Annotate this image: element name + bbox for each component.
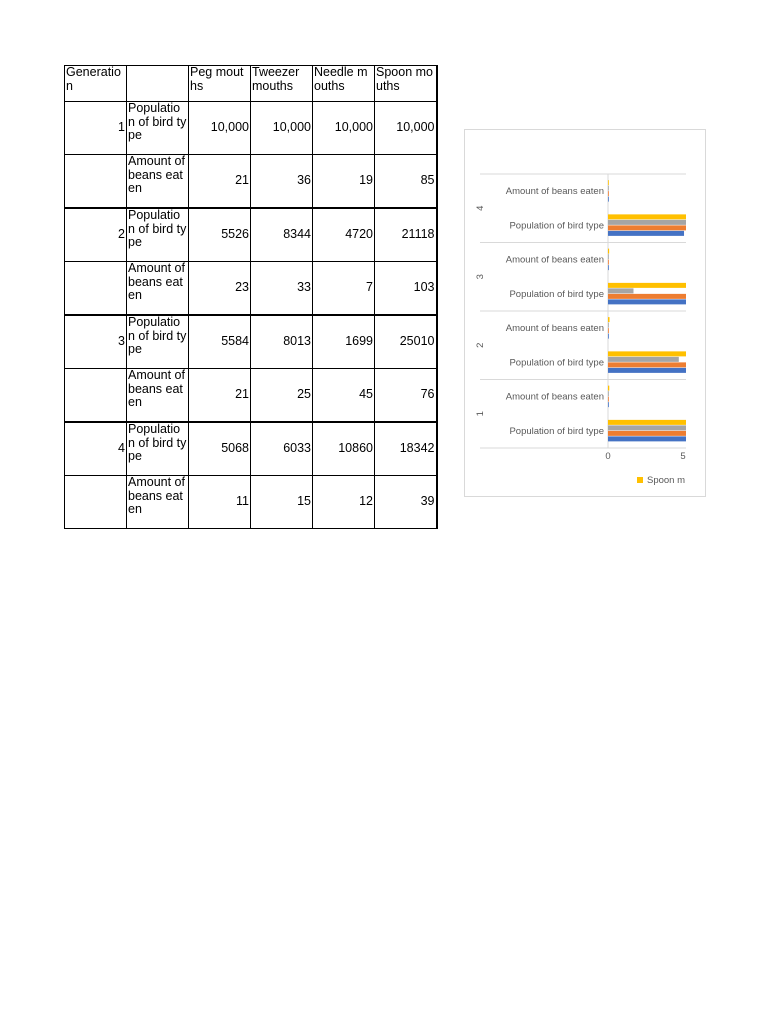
bar: [608, 294, 686, 299]
value-cell: 10,000: [313, 102, 375, 155]
bar: [608, 180, 609, 185]
value-cell: 23: [189, 262, 251, 316]
bar: [608, 357, 679, 362]
value-cell: 21: [189, 155, 251, 209]
category-axis-label: Amount of beans eaten: [505, 323, 604, 335]
table-row: [65, 208, 437, 262]
legend-swatch: [637, 477, 643, 483]
bar: [608, 323, 609, 328]
row-label-cell: Amount of beans eaten: [127, 369, 189, 423]
row-label-cell: Amount of beans eaten: [127, 262, 189, 316]
row-label-cell: Amount of beans eaten: [127, 155, 189, 209]
row-label-cell: Amount of beans eaten: [127, 476, 189, 529]
value-cell: 6033: [251, 422, 313, 476]
category-axis-label: Population of bird type: [509, 357, 604, 369]
generation-axis-label: 2: [475, 342, 486, 348]
generation-cell: 3: [65, 315, 127, 369]
legend-label: Spoon m: [647, 475, 686, 486]
value-cell: 4720: [313, 208, 375, 262]
bar: [608, 299, 686, 304]
value-cell: 25010: [375, 315, 437, 369]
value-cell: 5068: [189, 422, 251, 476]
bar: [608, 220, 686, 225]
category-axis-label: Amount of beans eaten: [505, 391, 604, 403]
generation-cell: [65, 369, 127, 423]
row-label-cell: Population of bird type: [127, 315, 189, 369]
header-cell: Tweezer mouths: [251, 66, 313, 102]
bar: [608, 254, 609, 259]
chart-clip: [465, 129, 686, 497]
bar: [608, 328, 609, 333]
table-row: [65, 262, 437, 316]
table-row: [65, 422, 437, 476]
header-cell: Generation: [65, 66, 127, 102]
value-cell: 8344: [251, 208, 313, 262]
value-cell: 25: [251, 369, 313, 423]
generation-cell: 1: [65, 102, 127, 155]
table-row: [65, 476, 437, 529]
table-row: [65, 369, 437, 423]
value-cell: 10,000: [189, 102, 251, 155]
bar: [608, 351, 686, 356]
category-axis-label: Population of bird type: [509, 425, 604, 437]
value-cell: 8013: [251, 315, 313, 369]
row-label-cell: Population of bird type: [127, 208, 189, 262]
value-cell: 19: [313, 155, 375, 209]
table-row: [65, 315, 437, 369]
value-cell: 11: [189, 476, 251, 529]
bar: [608, 260, 609, 265]
value-cell: 21118: [375, 208, 437, 262]
generation-cell: [65, 155, 127, 209]
value-cell: 7: [313, 262, 375, 316]
value-cell: 103: [375, 262, 437, 316]
bar: [608, 362, 686, 367]
header-cell: [127, 66, 189, 102]
generation-cell: 2: [65, 208, 127, 262]
value-cell: 45: [313, 369, 375, 423]
header-row: [65, 66, 437, 102]
value-cell: 15: [251, 476, 313, 529]
bar: [608, 391, 609, 396]
value-cell: 10860: [313, 422, 375, 476]
value-cell: 39: [375, 476, 437, 529]
generation-cell: [65, 262, 127, 316]
category-axis-label: Amount of beans eaten: [505, 254, 604, 266]
value-cell: 10,000: [375, 102, 437, 155]
value-cell: 76: [375, 369, 437, 423]
bar: [608, 425, 686, 430]
x-tick-label: 0: [605, 451, 611, 462]
bar: [608, 317, 610, 322]
row-label-cell: Population of bird type: [127, 102, 189, 155]
data-table: [64, 65, 438, 529]
bar: [608, 420, 686, 425]
bar: [608, 288, 633, 293]
bar: [608, 197, 609, 202]
category-axis-label: Amount of beans eaten: [505, 186, 604, 198]
bar: [608, 283, 686, 288]
bar: [608, 214, 686, 219]
table-row: [65, 155, 437, 209]
generation-axis-label: 1: [475, 411, 486, 417]
bar: [608, 186, 609, 191]
bar: [608, 191, 609, 196]
generation-axis-label: 3: [475, 274, 486, 280]
bar-chart: [465, 129, 686, 497]
value-cell: 18342: [375, 422, 437, 476]
generation-cell: 4: [65, 422, 127, 476]
bar: [608, 249, 609, 254]
generation-cell: [65, 476, 127, 529]
table-row: [65, 102, 437, 155]
header-cell: Needle mouths: [313, 66, 375, 102]
bar: [608, 436, 686, 441]
bar: [608, 265, 609, 270]
value-cell: 33: [251, 262, 313, 316]
value-cell: 1699: [313, 315, 375, 369]
value-cell: 85: [375, 155, 437, 209]
value-cell: 36: [251, 155, 313, 209]
x-tick-label: 5: [680, 451, 686, 462]
header-cell: Peg mouths: [189, 66, 251, 102]
category-axis-label: Population of bird type: [509, 288, 604, 300]
row-label-cell: Population of bird type: [127, 422, 189, 476]
value-cell: 10,000: [251, 102, 313, 155]
bar: [608, 386, 609, 391]
bar: [608, 397, 609, 402]
value-cell: 5584: [189, 315, 251, 369]
bar: [608, 431, 686, 436]
bar: [608, 402, 609, 407]
bar: [608, 334, 609, 339]
generation-axis-label: 4: [475, 205, 486, 211]
bar: [608, 225, 686, 230]
bar: [608, 368, 686, 373]
header-cell: Spoon mouths: [375, 66, 437, 102]
value-cell: 5526: [189, 208, 251, 262]
value-cell: 21: [189, 369, 251, 423]
category-axis-label: Population of bird type: [509, 220, 604, 232]
bar: [608, 231, 684, 236]
value-cell: 12: [313, 476, 375, 529]
